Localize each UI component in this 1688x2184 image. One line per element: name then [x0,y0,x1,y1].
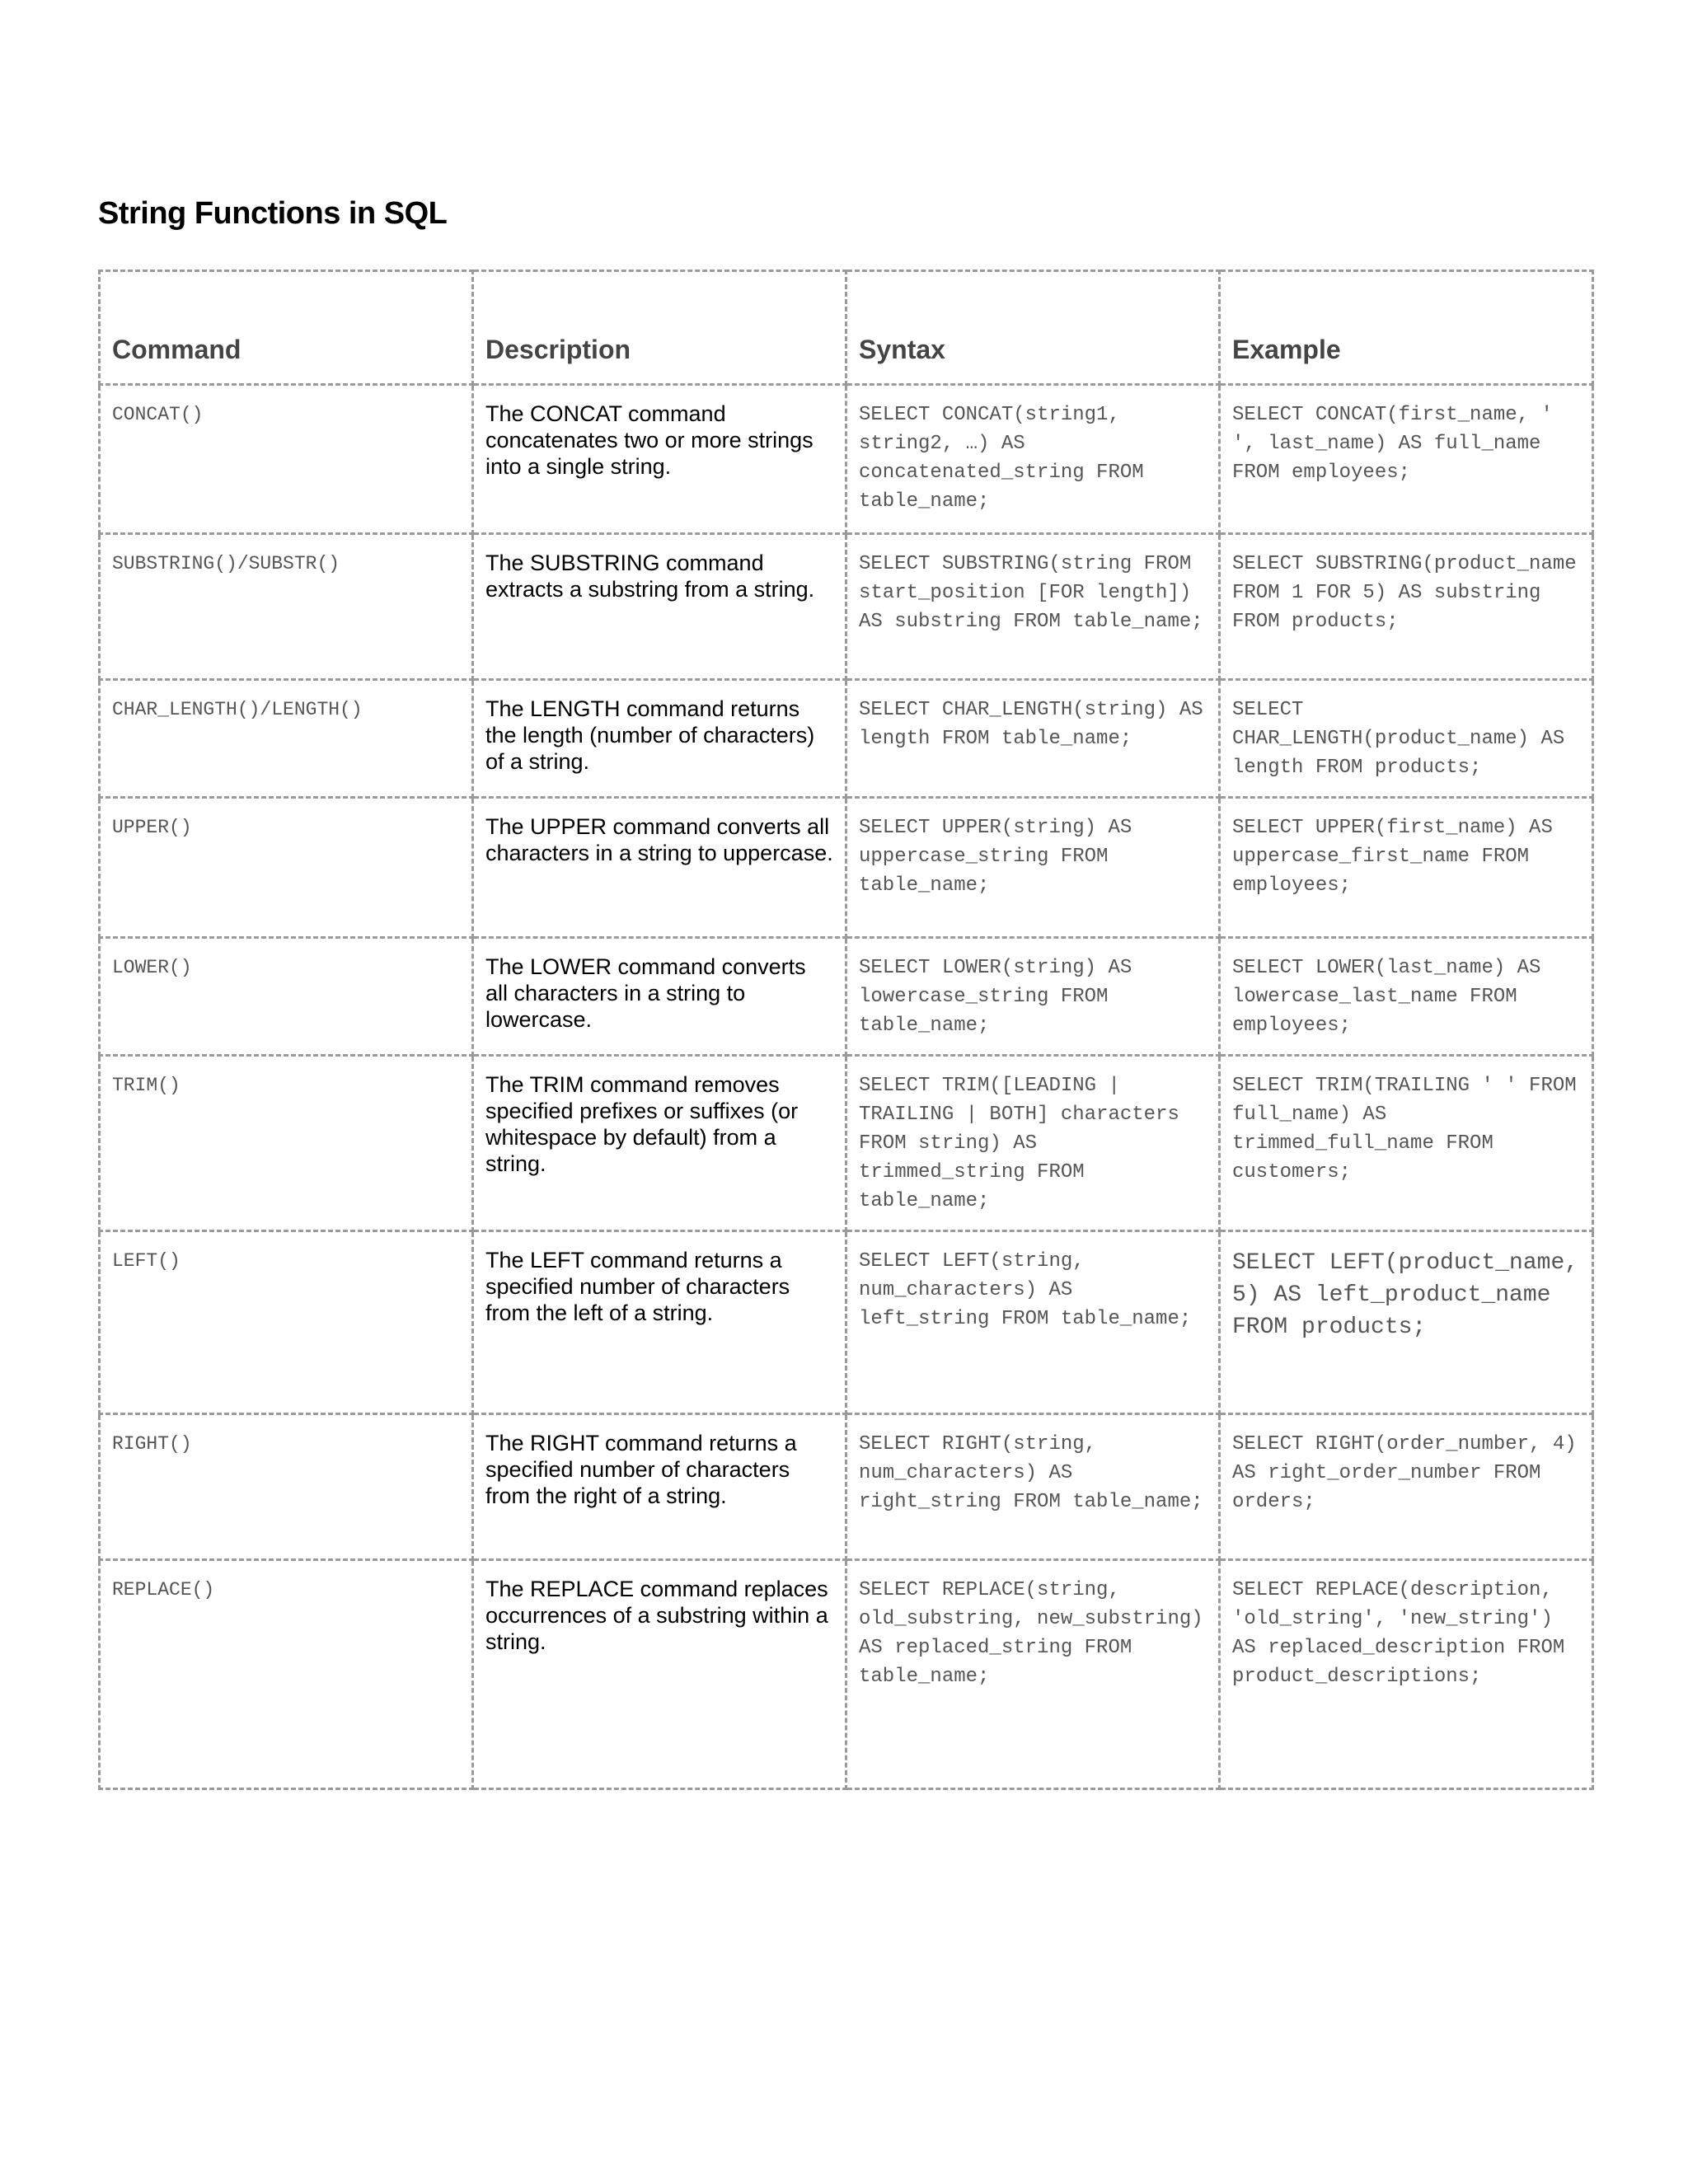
syntax-cell: SELECT LOWER(string) AS lowercase_string FROM table_name; [846,938,1220,1056]
command-cell: CHAR_LENGTH()/LENGTH() [100,680,473,798]
command-cell: RIGHT() [100,1414,473,1560]
table-row [100,938,1593,1056]
description-cell: The UPPER command converts all characters in a string to uppercase. [473,798,846,938]
syntax-cell: SELECT LEFT(string, num_characters) AS left_string FROM table_name; [846,1231,1220,1414]
description-cell: The TRIM command removes specified prefixes or suffixes (or whitespace by default) from a string. [473,1056,846,1231]
example-cell: SELECT RIGHT(order_number, 4) AS right_order_number FROM orders; [1220,1414,1593,1560]
syntax-cell: SELECT REPLACE(string, old_substring, new_substring) AS replaced_string FROM table_name; [846,1560,1220,1789]
description-cell: The REPLACE command replaces occurrences of a substring within a string. [473,1560,846,1789]
description-cell: The LEFT command returns a specified number of characters from the left of a string. [473,1231,846,1414]
header-syntax: Syntax [846,271,1220,385]
header-example: Example [1220,271,1593,385]
syntax-cell: SELECT SUBSTRING(string FROM start_position [FOR length]) AS substring FROM table_name; [846,534,1220,680]
description-cell: The CONCAT command concatenates two or more strings into a single string. [473,385,846,534]
table-row [100,1056,1593,1231]
example-cell: SELECT SUBSTRING(product_name FROM 1 FOR 5) AS substring FROM products; [1220,534,1593,680]
example-cell: SELECT REPLACE(description, 'old_string', 'new_string') AS replaced_description FROM product_descriptions; [1220,1560,1593,1789]
table-row [100,798,1593,938]
description-cell: The SUBSTRING command extracts a substring from a string. [473,534,846,680]
example-cell: SELECT UPPER(first_name) AS uppercase_first_name FROM employees; [1220,798,1593,938]
table-row [100,534,1593,680]
syntax-cell: SELECT UPPER(string) AS uppercase_string FROM table_name; [846,798,1220,938]
table-row [100,1414,1593,1560]
syntax-cell: SELECT CONCAT(string1, string2, …) AS concatenated_string FROM table_name; [846,385,1220,534]
example-cell: SELECT CONCAT(first_name, ' ', last_name) AS full_name FROM employees; [1220,385,1593,534]
command-cell: TRIM() [100,1056,473,1231]
string-functions-table [98,269,1594,1790]
command-cell: SUBSTRING()/SUBSTR() [100,534,473,680]
description-cell: The LENGTH command returns the length (number of characters) of a string. [473,680,846,798]
table-row [100,1560,1593,1789]
syntax-cell: SELECT RIGHT(string, num_characters) AS right_string FROM table_name; [846,1414,1220,1560]
command-cell: REPLACE() [100,1560,473,1789]
description-cell: The RIGHT command returns a specified number of characters from the right of a string. [473,1414,846,1560]
syntax-cell: SELECT TRIM([LEADING | TRAILING | BOTH] characters FROM string) AS trimmed_string FROM table_name; [846,1056,1220,1231]
description-cell: The LOWER command converts all characters in a string to lowercase. [473,938,846,1056]
syntax-cell: SELECT CHAR_LENGTH(string) AS length FROM table_name; [846,680,1220,798]
command-cell: UPPER() [100,798,473,938]
header-description: Description [473,271,846,385]
example-cell: SELECT LEFT(product_name, 5) AS left_product_name FROM products; [1220,1231,1593,1414]
command-cell: CONCAT() [100,385,473,534]
example-cell: SELECT LOWER(last_name) AS lowercase_last_name FROM employees; [1220,938,1593,1056]
page-title: String Functions in SQL [98,196,448,231]
example-cell: SELECT CHAR_LENGTH(product_name) AS length FROM products; [1220,680,1593,798]
command-cell: LEFT() [100,1231,473,1414]
table-row [100,1231,1593,1414]
table-row [100,680,1593,798]
example-cell: SELECT TRIM(TRAILING ' ' FROM full_name) AS trimmed_full_name FROM customers; [1220,1056,1593,1231]
table-row [100,385,1593,534]
command-cell: LOWER() [100,938,473,1056]
table-header-row [100,271,1593,385]
header-command: Command [100,271,473,385]
